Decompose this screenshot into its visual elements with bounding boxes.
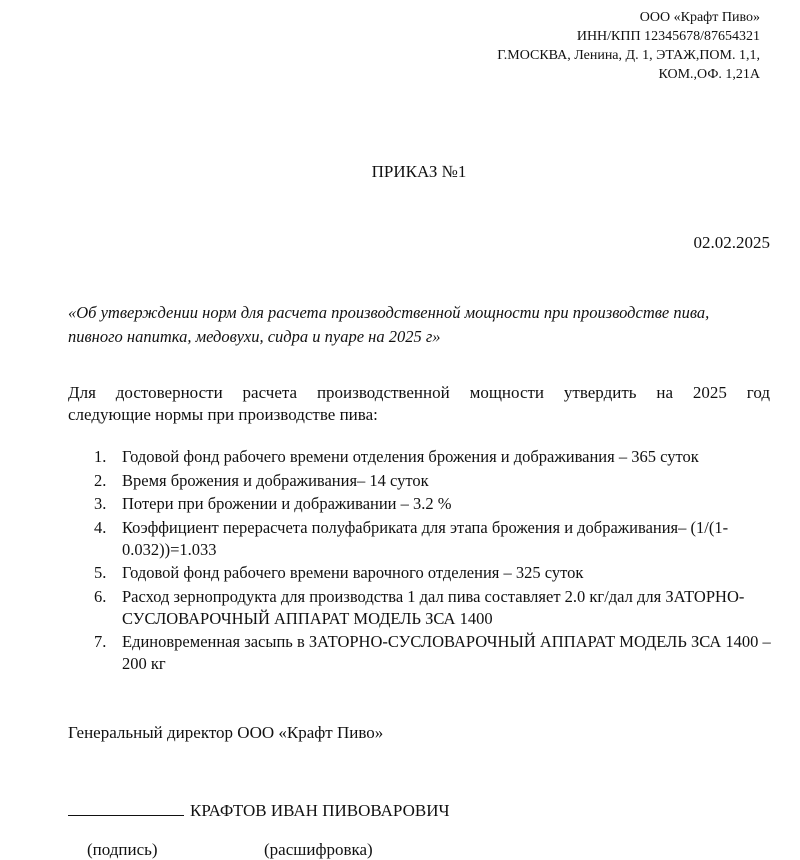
company-header <box>497 8 760 84</box>
list-item <box>94 586 774 630</box>
intro-line-1: Для достоверности расчета производственной мощности утвердить на 2025 год <box>68 383 770 402</box>
list-item <box>94 517 774 561</box>
list-item-text: Единовременная засыпь в ЗАТОРНО-СУСЛОВАРОЧНЫЙ АППАРАТ МОДЕЛЬ ЗСА 1400 – 200 кг <box>122 632 771 673</box>
inn-kpp: ИНН/КПП 12345678/87654321 <box>576 29 760 44</box>
address-line-2: КОМ.,ОФ. 1,21А <box>658 67 760 82</box>
list-item-number: 6. <box>94 586 107 606</box>
signer-name: КРАФТОВ ИВАН ПИВОВАРОВИЧ <box>190 801 450 820</box>
order-title: ПРИКАЗ №1 <box>371 162 467 181</box>
list-item <box>94 562 774 584</box>
list-item-number: 2. <box>94 470 107 490</box>
list-item-number: 4. <box>94 517 107 537</box>
intro-paragraph <box>68 382 770 426</box>
company-name: ООО «Крафт Пиво» <box>639 10 760 25</box>
list-item <box>94 446 774 468</box>
norms-list <box>94 446 774 677</box>
order-subject: «Об утверждении норм для расчета производственной мощности при производстве пива, пивного напитка, медовухи, сидра и пуаре на 2025 г» <box>68 303 710 346</box>
list-item <box>94 470 774 492</box>
list-item-text: Коэффициент перерасчета полуфабриката для этапа брожения и дображивания– (1/(1-0.032))=1.033 <box>122 517 729 559</box>
list-item-number: 7. <box>94 632 107 651</box>
list-item-text: Расход зернопродукта для производства 1 дал пива составляет 2.0 кг/дал для ЗАТОРНО-СУСЛОВАРОЧНЫЙ АППАРАТ МОДЕЛЬ ЗСА 1400 <box>122 586 745 628</box>
director-title: Генеральный директор ООО «Крафт Пиво» <box>68 723 384 742</box>
list-item-text: Потери при брожении и дображивании – 3.2 % <box>122 494 452 513</box>
signature-caption: (подпись) <box>87 840 158 859</box>
list-item-text: Годовой фонд рабочего времени отделения брожения и дображивания – 365 суток <box>122 447 699 466</box>
signature-blank <box>68 798 184 816</box>
decoding-caption: (расшифровка) <box>264 840 373 859</box>
address-line-1: Г.МОСКВА, Ленина, Д. 1, ЭТАЖ,ПОМ. 1,1, <box>497 48 760 63</box>
list-item <box>94 631 774 675</box>
list-item <box>94 493 774 515</box>
list-item-text: Время брожения и дображивания– 14 суток <box>122 470 429 490</box>
list-item-number: 1. <box>94 447 107 466</box>
order-date: 02.02.2025 <box>693 233 770 252</box>
intro-line-2: следующие нормы при производстве пива: <box>68 405 378 424</box>
list-item-text: Годовой фонд рабочего времени варочного отделения – 325 суток <box>122 563 584 582</box>
list-item-number: 5. <box>94 563 107 582</box>
signature-line <box>68 798 450 821</box>
list-item-number: 3. <box>94 494 107 513</box>
